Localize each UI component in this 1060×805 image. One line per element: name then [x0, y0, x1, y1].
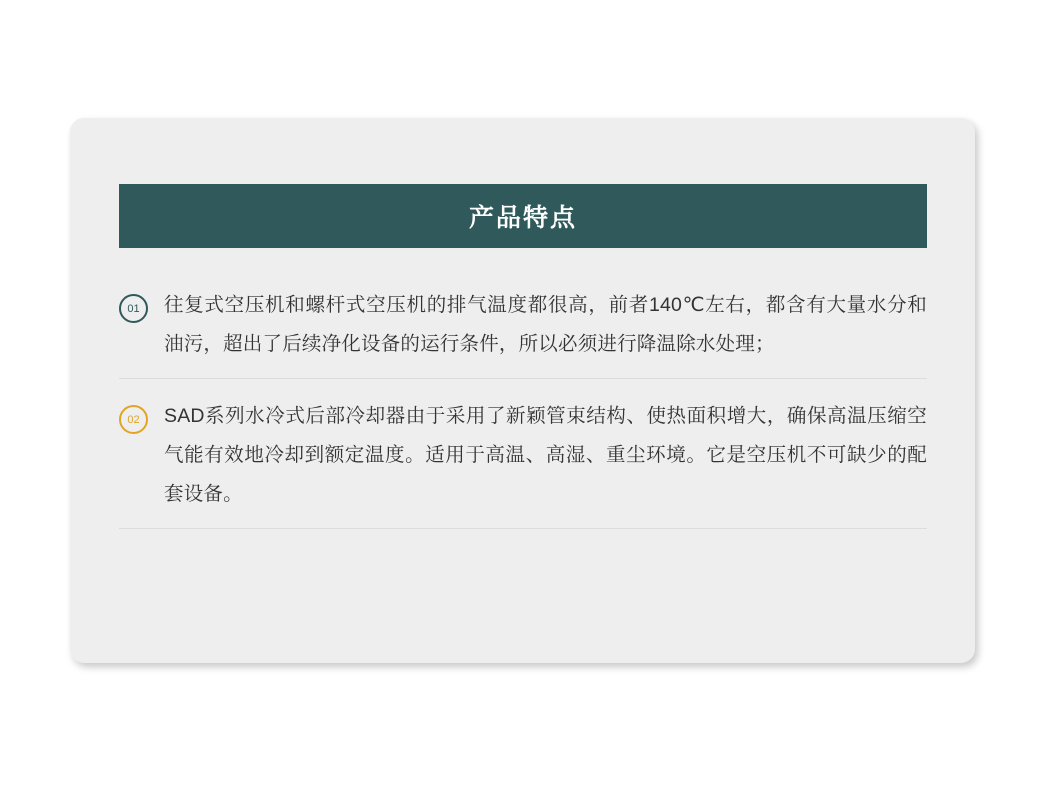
feature-text: SAD系列水冷式后部冷却器由于采用了新颖管束结构、使热面积增大，确保高温压缩空气能有效地冷却到额定温度。适用于高温、高湿、重尘环境。它是空压机不可缺少的配套设备。 — [164, 405, 927, 505]
item-number-badge: 02 — [119, 405, 148, 434]
product-features-card — [70, 118, 975, 663]
list-item — [119, 397, 927, 529]
feature-list — [119, 286, 927, 529]
page-title: 产品特点 — [468, 204, 577, 232]
list-item — [119, 286, 927, 379]
feature-text: 往复式空压机和螺杆式空压机的排气温度都很高，前者140℃左右，都含有大量水分和油污，超出了后续净化设备的运行条件，所以必须进行降温除水处理； — [164, 294, 927, 355]
item-number-badge: 01 — [119, 294, 148, 323]
card-header — [119, 184, 927, 248]
